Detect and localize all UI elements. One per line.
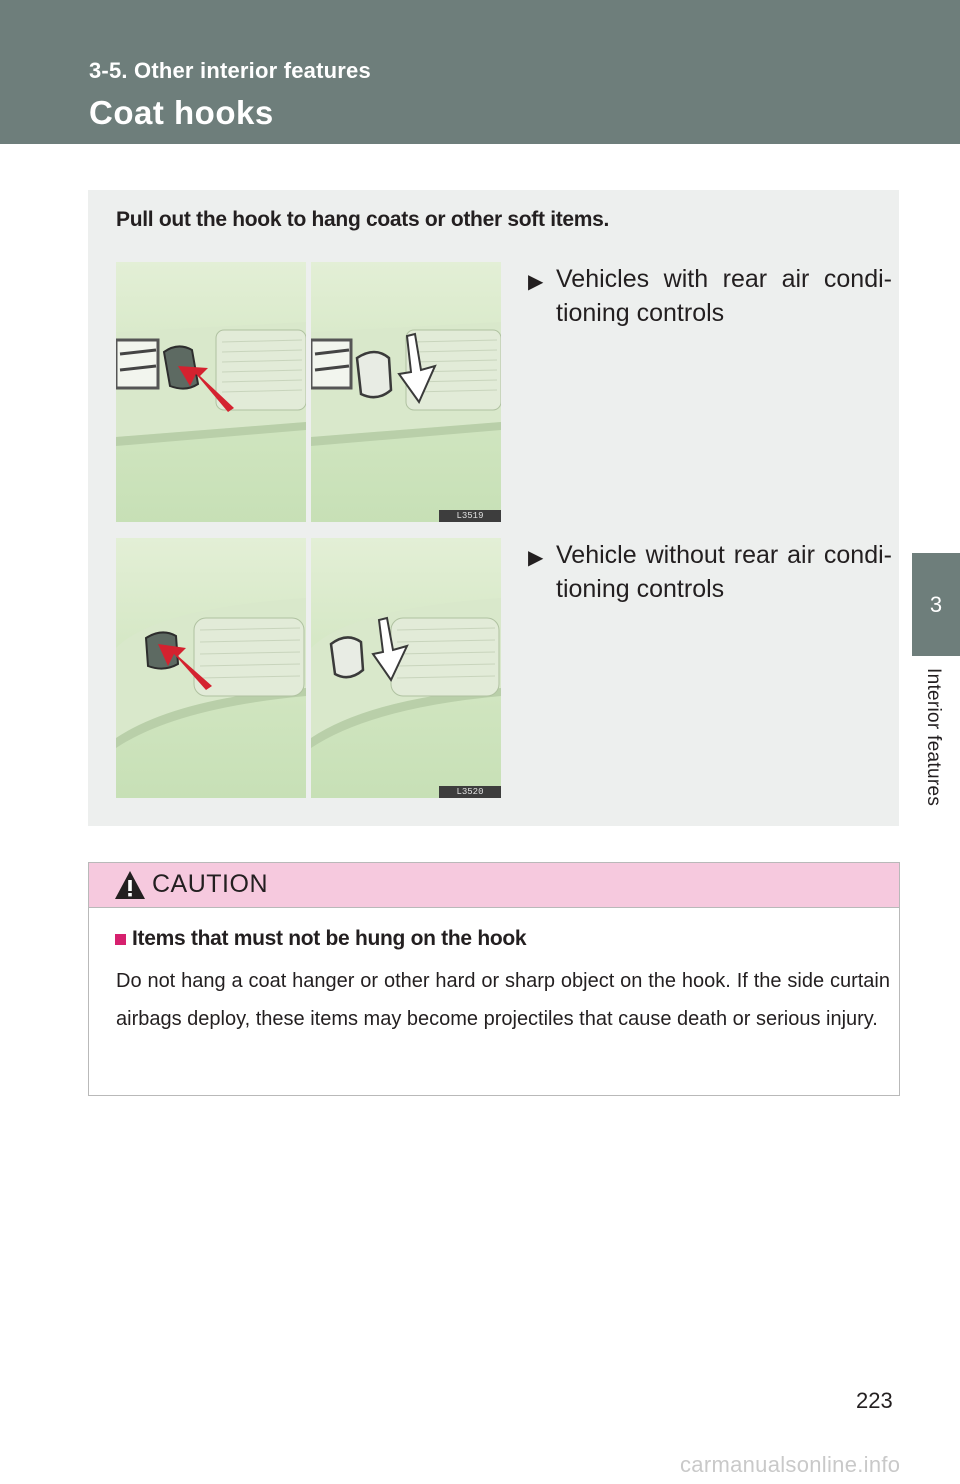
square-bullet-icon xyxy=(115,934,126,945)
hook-photo-release-no-rear-ac xyxy=(311,538,501,798)
caution-box xyxy=(88,862,900,1096)
caution-title: CAUTION xyxy=(152,870,268,898)
caution-body: Do not hang a coat hanger or other hard or sharp object on the hook. If the side curtain airbags deploy, these items may become projectiles that cause death or serious injury. xyxy=(116,970,890,1030)
warning-triangle-icon xyxy=(113,869,147,901)
watermark: carmanualsonline.info xyxy=(680,1452,901,1477)
hook-photo-pull-no-rear-ac xyxy=(116,538,306,798)
hook-photo-release-rear-ac xyxy=(311,262,501,522)
intro-text: Pull out the hook to hang coats or other soft items. xyxy=(116,208,610,231)
caution-subheading-text: Items that must not be hung on the hook xyxy=(132,927,527,950)
chapter-label: Interior features xyxy=(923,668,944,807)
chapter-tab[interactable] xyxy=(912,553,960,656)
triangle-bullet-icon: ▶ xyxy=(528,547,544,569)
variant-line: tioning controls xyxy=(556,299,725,327)
caution-header xyxy=(89,863,899,908)
figure-code: L3520 xyxy=(439,786,501,798)
page-header xyxy=(0,0,960,144)
section-label: 3-5. Other interior features xyxy=(89,58,371,83)
variant-line: Vehicles with rear air condi- xyxy=(556,265,892,293)
page-title: Coat hooks xyxy=(89,94,274,131)
page-number: 223 xyxy=(856,1388,893,1413)
caution-subheading xyxy=(115,927,526,951)
hook-photo-pull-rear-ac xyxy=(116,262,306,522)
figure-code: L3519 xyxy=(439,510,501,522)
chapter-number: 3 xyxy=(929,591,943,617)
variant-line: Vehicle without rear air condi- xyxy=(556,541,892,569)
triangle-bullet-icon: ▶ xyxy=(528,271,544,293)
variant-label xyxy=(528,262,892,330)
variant-label xyxy=(528,538,892,606)
variant-line: tioning controls xyxy=(556,575,725,603)
info-box xyxy=(88,190,899,826)
